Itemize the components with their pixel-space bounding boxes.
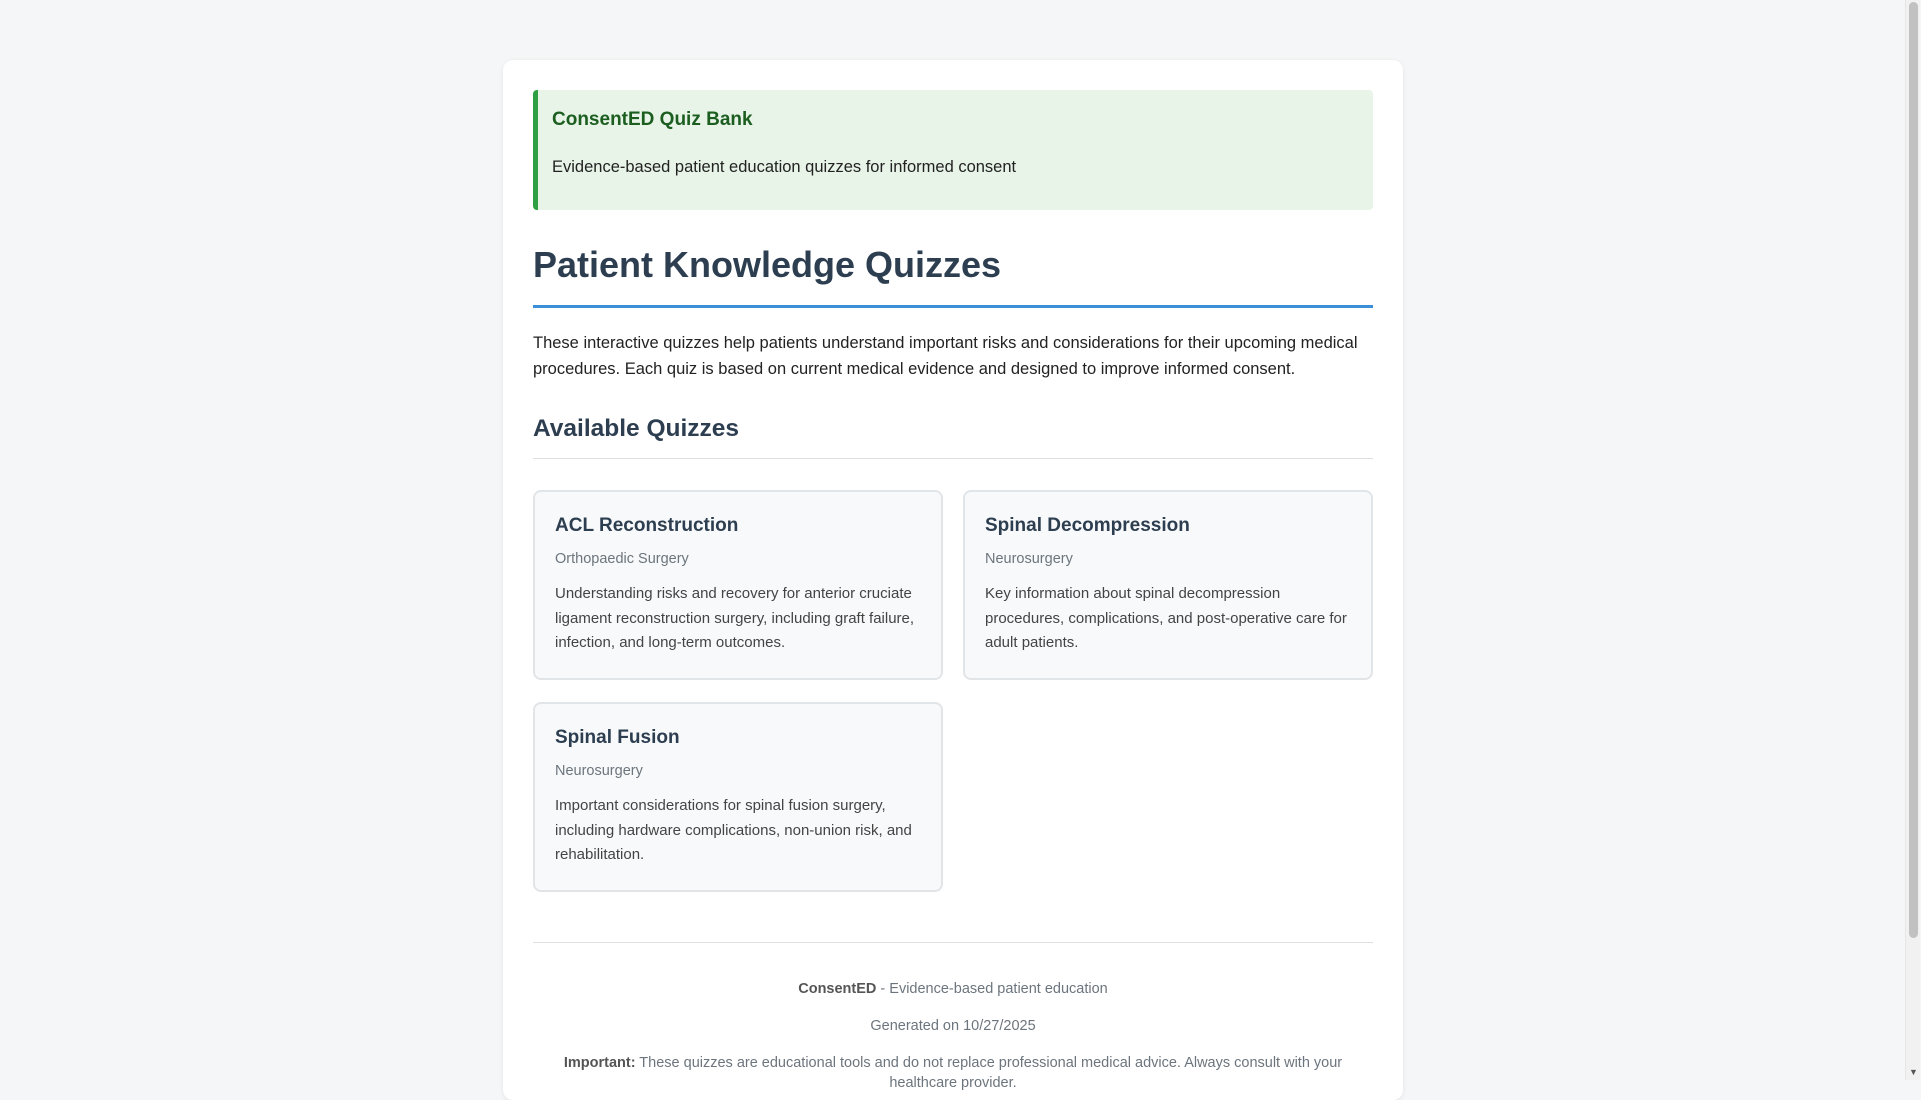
banner-title: ConsentED Quiz Bank	[552, 109, 753, 130]
footer-generated: Generated on 10/27/2025	[870, 1018, 1036, 1034]
quiz-card-description: Key information about spinal decompression procedures, complications, and post-operative care for adult patients.	[985, 585, 1347, 651]
quiz-card-category: Neurosurgery	[555, 763, 643, 779]
scroll-down-arrow-icon[interactable]: ▼	[1909, 1067, 1918, 1077]
quiz-card-title: Spinal Decompression	[985, 515, 1190, 536]
quiz-card-acl-reconstruction[interactable]	[533, 490, 943, 680]
quiz-card-spinal-decompression[interactable]	[963, 490, 1373, 680]
quiz-card-description: Understanding risks and recovery for anterior cruciate ligament reconstruction surgery, including graft failure, infection, and long-term outcomes.	[555, 585, 915, 651]
main-container	[503, 60, 1403, 1100]
quiz-card-title: ACL Reconstruction	[555, 515, 739, 536]
footer-important-text: These quizzes are educational tools and do not replace professional medical advice. Always consult with your healthcare provider.	[635, 1055, 1343, 1091]
banner-subtitle: Evidence-based patient education quizzes for informed consent	[552, 158, 1017, 176]
scrollbar-thumb[interactable]	[1909, 2, 1918, 938]
footer-important-label: Important:	[563, 1055, 636, 1071]
vertical-scrollbar[interactable]	[1905, 0, 1920, 1080]
quiz-grid	[533, 490, 1373, 892]
quiz-card-description: Important considerations for spinal fusion surgery, including hardware complications, non-union risk, and rehabilitation.	[555, 797, 912, 863]
intro-text: These interactive quizzes help patients understand important risks and considerations for their upcoming medical procedures. Each quiz is based on current medical evidence and designed to improve informed consent.	[533, 334, 1358, 378]
quiz-card-category: Orthopaedic Surgery	[555, 551, 689, 567]
quiz-card-title: Spinal Fusion	[555, 727, 680, 748]
page-title: Patient Knowledge Quizzes	[533, 243, 1373, 308]
footer	[533, 942, 1373, 1093]
footer-brand-line	[533, 979, 1373, 999]
footer-tagline: - Evidence-based patient education	[876, 981, 1108, 997]
footer-disclaimer	[533, 1053, 1373, 1093]
info-banner	[533, 90, 1373, 210]
footer-brand: ConsentED	[798, 981, 877, 997]
quiz-card-spinal-fusion[interactable]	[533, 702, 943, 892]
quiz-card-category: Neurosurgery	[985, 551, 1073, 567]
section-title: Available Quizzes	[533, 414, 1373, 459]
